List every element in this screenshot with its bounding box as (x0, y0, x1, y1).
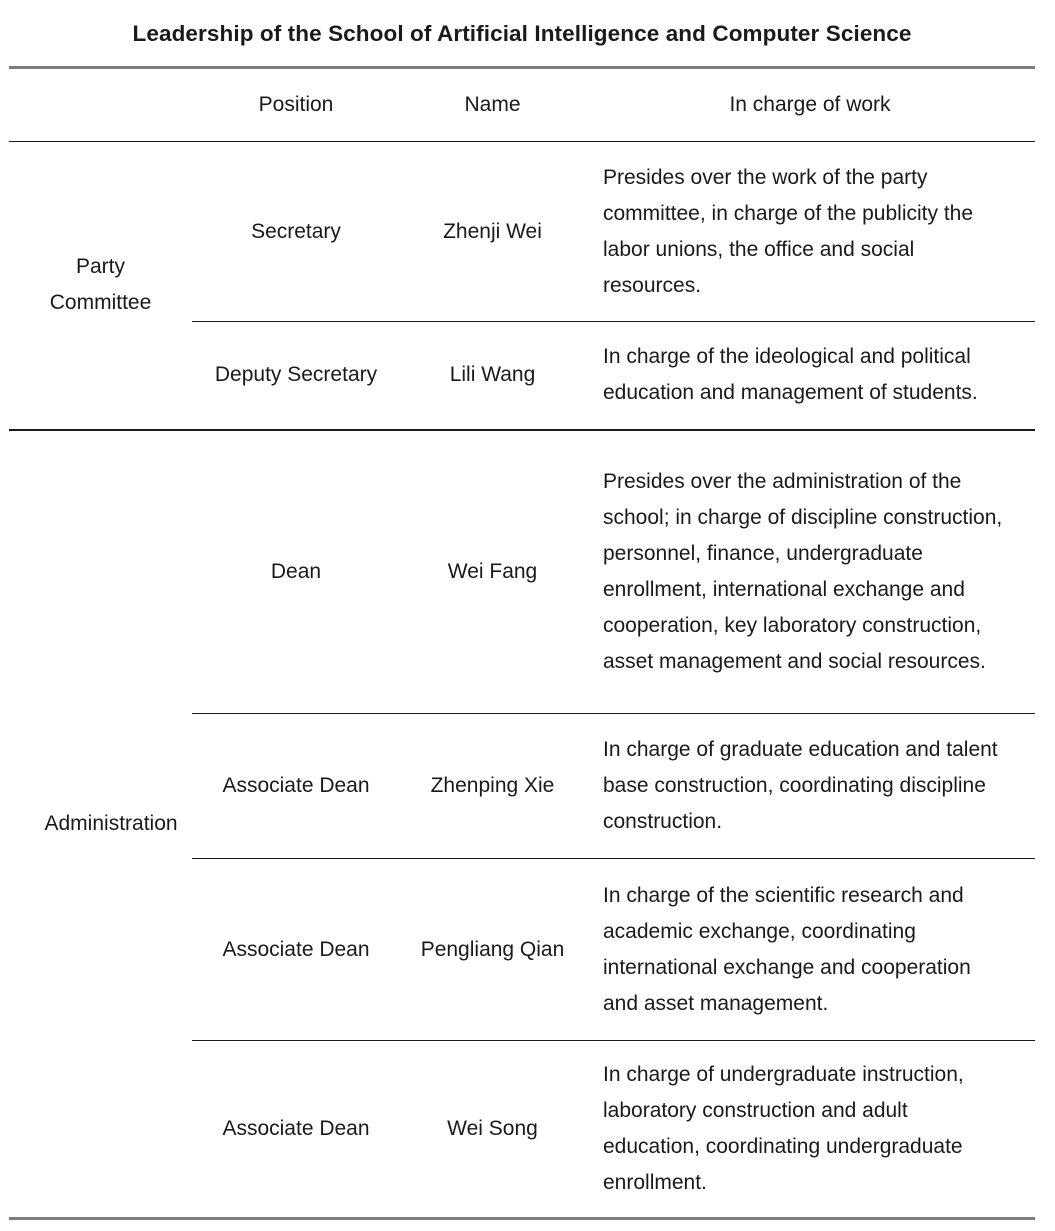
position-cell: Associate Dean (192, 714, 400, 859)
table-row (9, 430, 1035, 714)
name-cell: Lili Wang (449, 363, 536, 387)
position-cell: Associate Dean (192, 859, 400, 1041)
table-row (9, 142, 1035, 322)
leadership-table (9, 66, 1035, 1220)
header-name: Name (400, 68, 585, 142)
work-cell: In charge of the scientific research and academic exchange, coordinating international exchange and cooperation and asset management. (585, 859, 1035, 1041)
work-cell: Presides over the administration of the school; in charge of discipline construction, personnel, finance, undergraduate enrollment, international exchange and cooperation, key laboratory construction, asset management and social resources. (585, 430, 1035, 714)
position-cell: Deputy Secretary (214, 363, 378, 387)
work-cell: In charge of graduate education and talent base construction, coordinating discipline construction. (585, 714, 1035, 859)
group-label-party-committee (9, 142, 192, 430)
page-title: Leadership of the School of Artificial Intelligence and Computer Science (132, 21, 912, 46)
name-cell: Wei Fang (400, 430, 585, 714)
header-group-empty (9, 68, 192, 142)
position-cell: Dean (192, 430, 400, 714)
position-cell: Secretary (192, 142, 400, 322)
position-cell: Associate Dean (222, 1117, 370, 1140)
name-cell: Wei Song (447, 1117, 538, 1140)
name-cell: Zhenji Wei (400, 142, 585, 322)
name-cell: Zhenping Xie (400, 714, 585, 859)
group-label-administration (9, 430, 192, 1219)
table-header-row (9, 68, 1035, 142)
work-cell: In charge of the ideological and political education and management of students. (603, 345, 978, 405)
work-cell: In charge of undergraduate instruction, laboratory construction and adult education, coordinating undergraduate enrollment. (603, 1063, 964, 1194)
work-cell: Presides over the work of the party committee, in charge of the publicity the labor unions, the office and social resources. (585, 142, 1035, 322)
group-label-text: Administration (44, 811, 178, 835)
header-position: Position (192, 68, 400, 142)
header-work: In charge of work (585, 68, 1035, 142)
group-label-text: Party Committee (49, 255, 152, 315)
name-cell: Pengliang Qian (400, 859, 585, 1041)
